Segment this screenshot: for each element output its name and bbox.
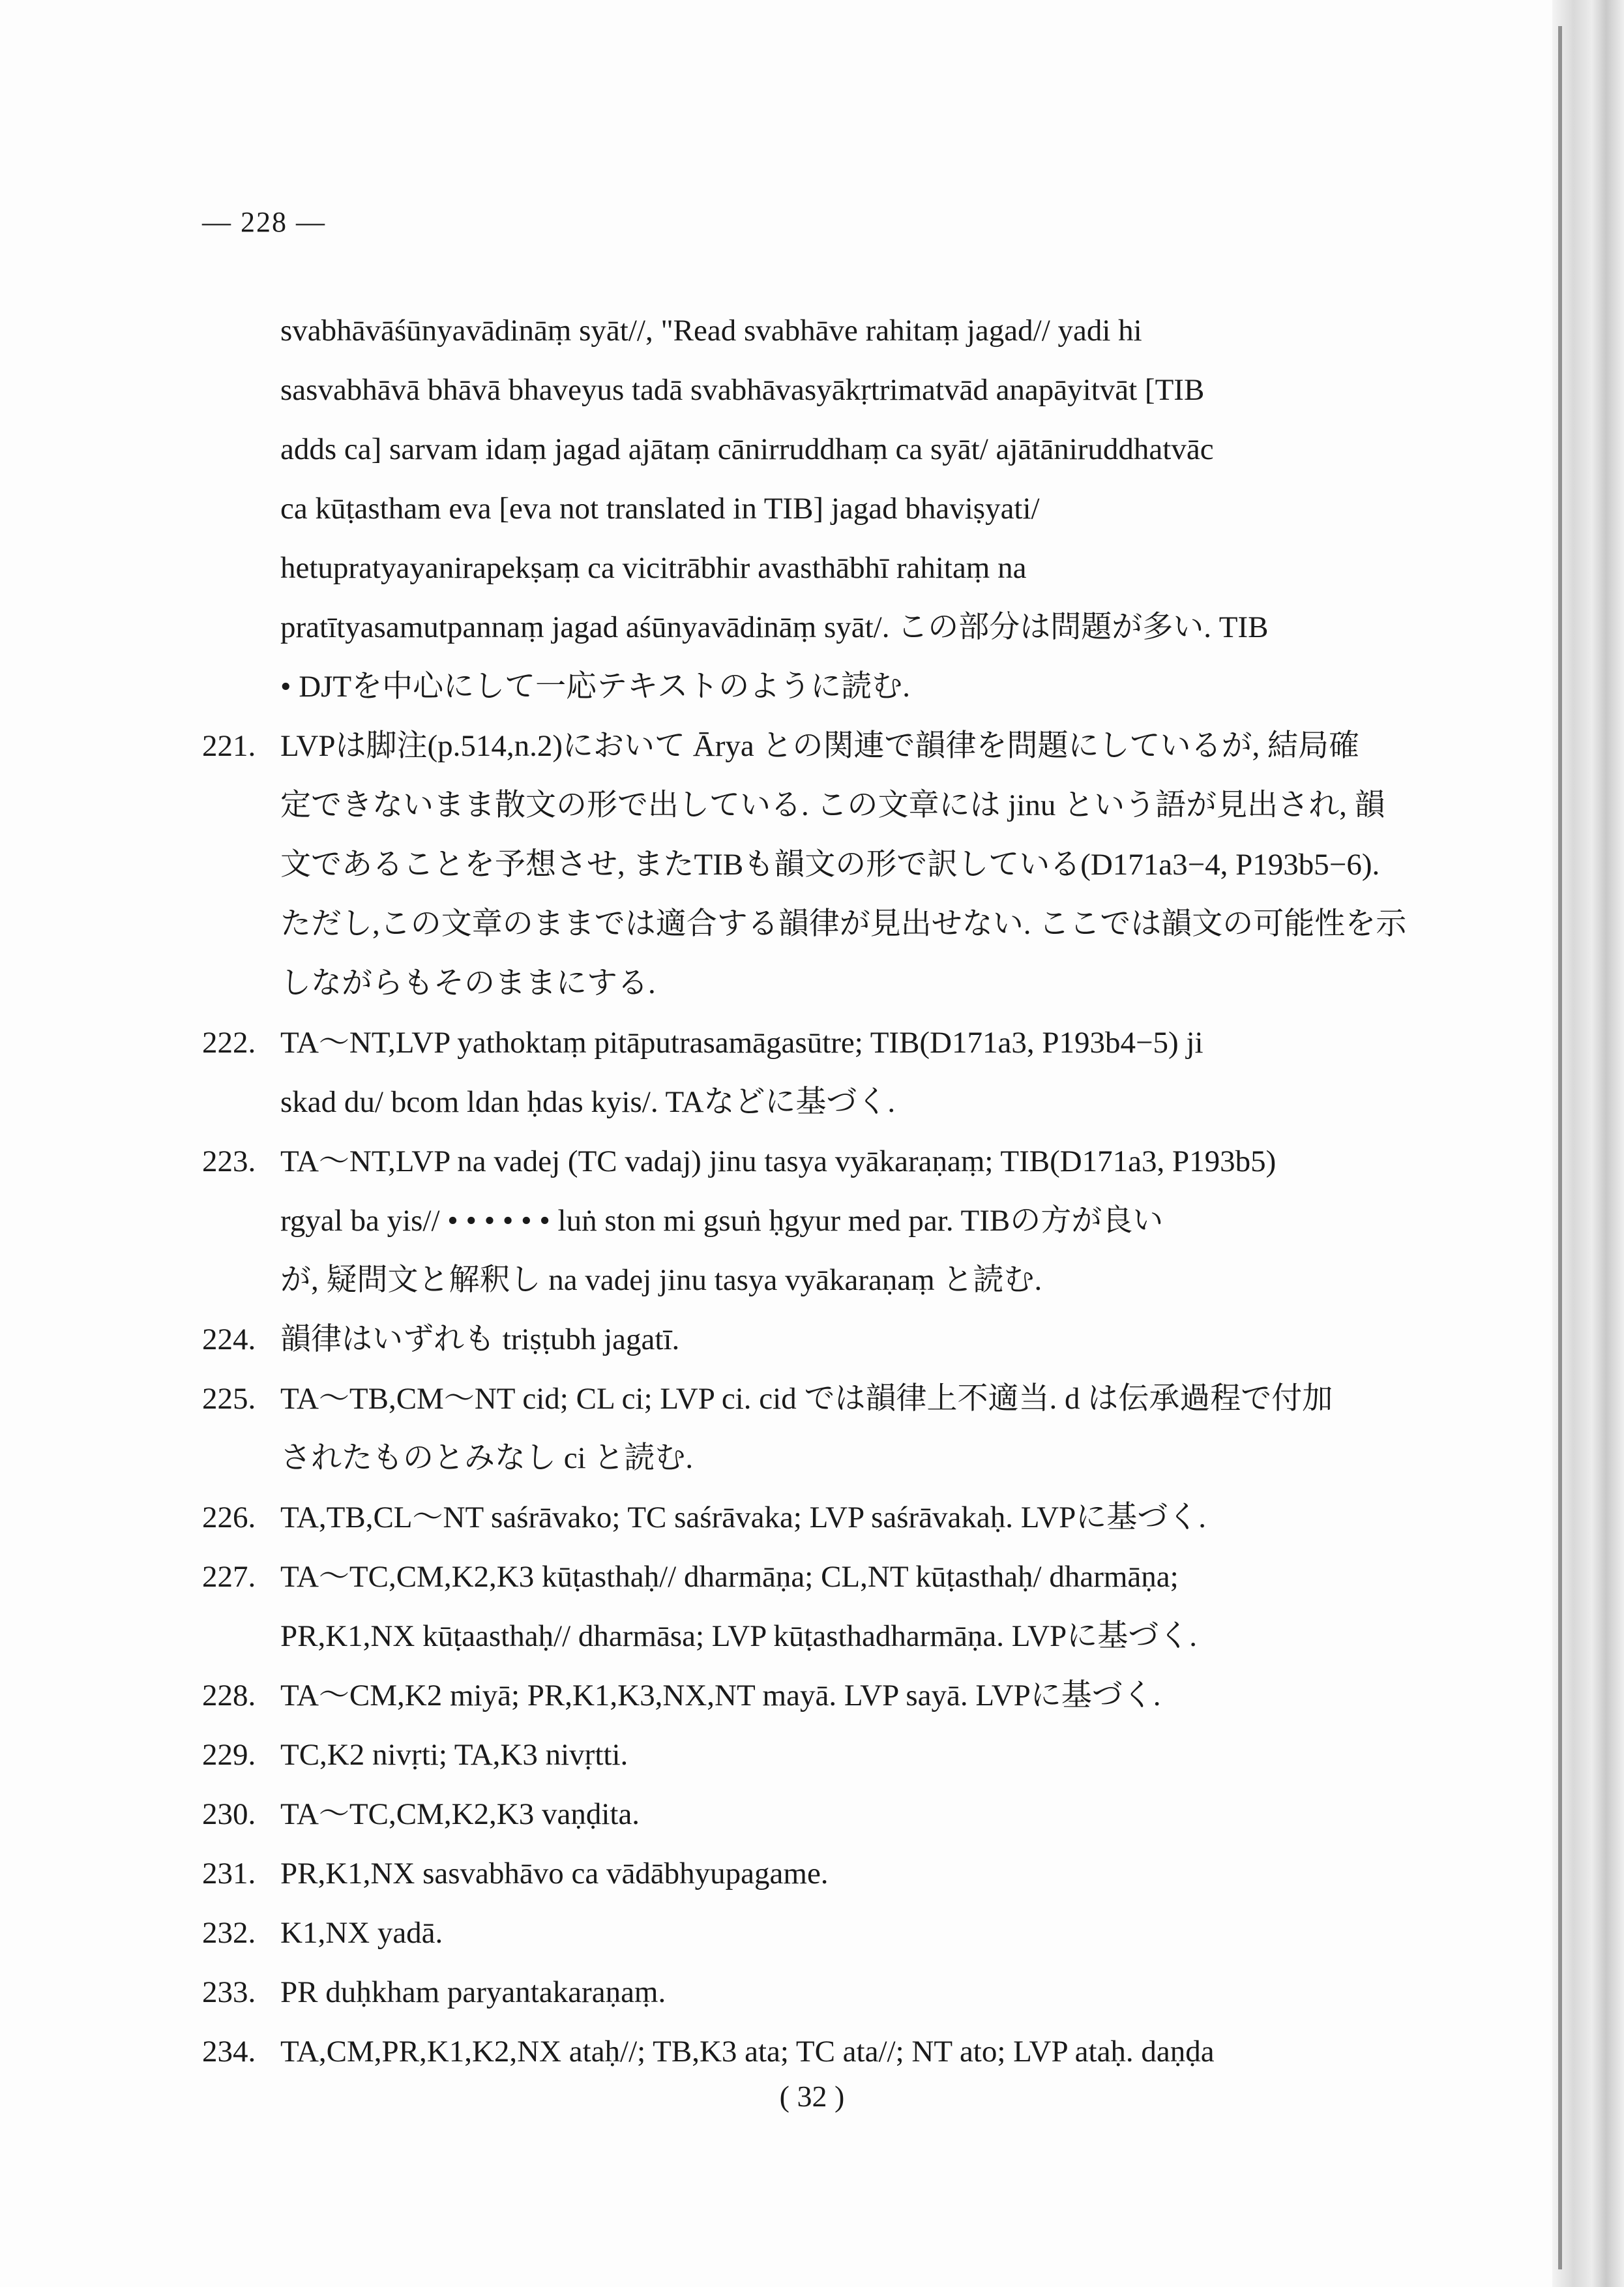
text-line: svabhāvāśūnyavādināṃ syāt//, "Read svabhāve rahitaṃ jagad// yadi hi — [280, 314, 1142, 348]
note-number: 223. — [202, 1144, 256, 1178]
note-231 — [202, 1844, 1428, 1904]
text-line: TC,K2 nivṛti; TA,K3 nivṛtti. — [280, 1738, 628, 1772]
note-226 — [202, 1488, 1428, 1547]
text-line: rgyal ba yis// • • • • • • luṅ ston mi gsuṅ ḥgyur med par. TIBの方が良い — [280, 1204, 1164, 1238]
text-line: skad du/ bcom ldan ḥdas kyis/. TAなどに基づく. — [280, 1085, 896, 1119]
notes-body — [202, 301, 1428, 2082]
text-line: 文であることを予想させ, またTIBも韻文の形で訳している(D171a3−4, P193b5−6). — [280, 848, 1380, 882]
continuation-paragraph — [202, 301, 1428, 717]
note-number: 225. — [202, 1382, 256, 1416]
note-text — [280, 1904, 1428, 1963]
text-line: PR,K1,NX sasvabhāvo ca vādābhyupagame. — [280, 1857, 829, 1891]
text-line: ただし,この文章のままでは適合する韻律が見出せない. ここでは韻文の可能性を示 — [280, 907, 1407, 941]
note-number: 226. — [202, 1501, 256, 1534]
text-line: K1,NX yadā. — [280, 1916, 443, 1950]
page-edge-shadow — [1552, 0, 1624, 2287]
text-line: TA〜TB,CM〜NT cid; CL ci; LVP ci. cid では韻律上不適当. d は伝承過程で付加 — [280, 1382, 1333, 1416]
note-228 — [202, 1666, 1428, 1726]
note-number: 231. — [202, 1857, 256, 1891]
text-line: LVPは脚注(p.514,n.2)において Ārya との関連で韻律を問題にしているが, 結局確 — [280, 729, 1359, 763]
text-line: されたものとみなし ci と読む. — [280, 1441, 694, 1475]
page-number: — 228 — — [202, 206, 326, 238]
text-line: PR,K1,NX kūṭaasthaḥ// dharmāsa; LVP kūṭasthadharmāṇa. LVPに基づく. — [280, 1619, 1197, 1653]
note-230 — [202, 1785, 1428, 1844]
note-229 — [202, 1726, 1428, 1785]
note-text — [280, 1726, 1428, 1785]
text-line: adds ca] sarvam idaṃ jagad ajātaṃ cānirruddhaṃ ca syāt/ ajātāniruddhatvāc — [280, 432, 1214, 466]
note-222 — [202, 1013, 1428, 1132]
note-text — [280, 1132, 1428, 1310]
note-number: 228. — [202, 1679, 256, 1712]
text-line: TA,CM,PR,K1,K2,NX ataḥ//; TB,K3 ata; TC ata//; NT ato; LVP ataḥ. daṇḍa — [280, 2035, 1215, 2069]
note-text — [280, 1013, 1428, 1132]
note-text — [280, 1310, 1428, 1369]
note-text — [280, 1547, 1428, 1666]
note-number: 229. — [202, 1738, 256, 1772]
note-number: 221. — [202, 729, 256, 763]
note-223 — [202, 1132, 1428, 1310]
text-line: 韻律はいずれも triṣṭubh jagatī. — [280, 1323, 680, 1356]
note-text — [280, 1666, 1428, 1726]
note-number: 230. — [202, 1797, 256, 1831]
note-text — [280, 1963, 1428, 2022]
text-line: ca kūṭastham eva [eva not translated in TIB] jagad bhaviṣyati/ — [280, 492, 1040, 526]
note-text — [280, 1369, 1428, 1488]
text-line: しながらもそのままにする. — [280, 966, 656, 1000]
text-line: TA〜NT,LVP na vadej (TC vadaj) jinu tasya vyākaraṇaṃ; TIB(D171a3, P193b5) — [280, 1144, 1277, 1178]
note-number: 232. — [202, 1916, 256, 1950]
note-text — [280, 1488, 1428, 1547]
note-text — [280, 717, 1428, 1013]
text-line: TA,TB,CL〜NT saśrāvako; TC saśrāvaka; LVP saśrāvakaḥ. LVPに基づく. — [280, 1501, 1207, 1534]
text-line: pratītyasamutpannaṃ jagad aśūnyavādināṃ syāt/. この部分は問題が多い. TIB — [280, 610, 1269, 644]
note-224 — [202, 1310, 1428, 1369]
text-line: TA〜NT,LVP yathoktaṃ pitāputrasamāgasūtre; TIB(D171a3, P193b4−5) ji — [280, 1026, 1203, 1060]
page-footer-label: ( 32 ) — [779, 2080, 845, 2113]
text-line: PR duḥkham paryantakaraṇaṃ. — [280, 1975, 666, 2009]
note-text — [280, 1785, 1428, 1844]
note-234 — [202, 2022, 1428, 2082]
note-text — [280, 2022, 1428, 2082]
note-225 — [202, 1369, 1428, 1488]
text-line: が, 疑問文と解釈し na vadej jinu tasya vyākaraṇaṃ と読む. — [280, 1263, 1042, 1297]
text-line: sasvabhāvā bhāvā bhaveyus tadā svabhāvasyākṛtrimatvād anapāyitvāt [TIB — [280, 373, 1205, 407]
text-line: • DJTを中心にして一応テキストのように読む. — [280, 670, 910, 704]
note-number: 224. — [202, 1323, 256, 1356]
note-227 — [202, 1547, 1428, 1666]
note-number: 233. — [202, 1975, 256, 2009]
text-line: TA〜TC,CM,K2,K3 vaṇḍita. — [280, 1797, 640, 1831]
binding-line — [1558, 26, 1562, 2269]
text-line: TA〜CM,K2 miyā; PR,K1,K3,NX,NT mayā. LVP sayā. LVPに基づく. — [280, 1679, 1161, 1712]
note-221 — [202, 717, 1428, 1013]
text-line: hetupratyayanirapekṣaṃ ca vicitrābhir avasthābhī rahitaṃ na — [280, 551, 1027, 585]
note-number: 227. — [202, 1560, 256, 1594]
note-number: 234. — [202, 2035, 256, 2069]
note-233 — [202, 1963, 1428, 2022]
text-line: 定できないまま散文の形で出している. この文章には jinu という語が見出され, 韻 — [280, 788, 1385, 822]
note-number: 222. — [202, 1026, 256, 1060]
note-text — [280, 1844, 1428, 1904]
text-line: TA〜TC,CM,K2,K3 kūṭasthaḥ// dharmāṇa; CL,NT kūṭasthaḥ/ dharmāṇa; — [280, 1560, 1179, 1594]
note-232 — [202, 1904, 1428, 1963]
